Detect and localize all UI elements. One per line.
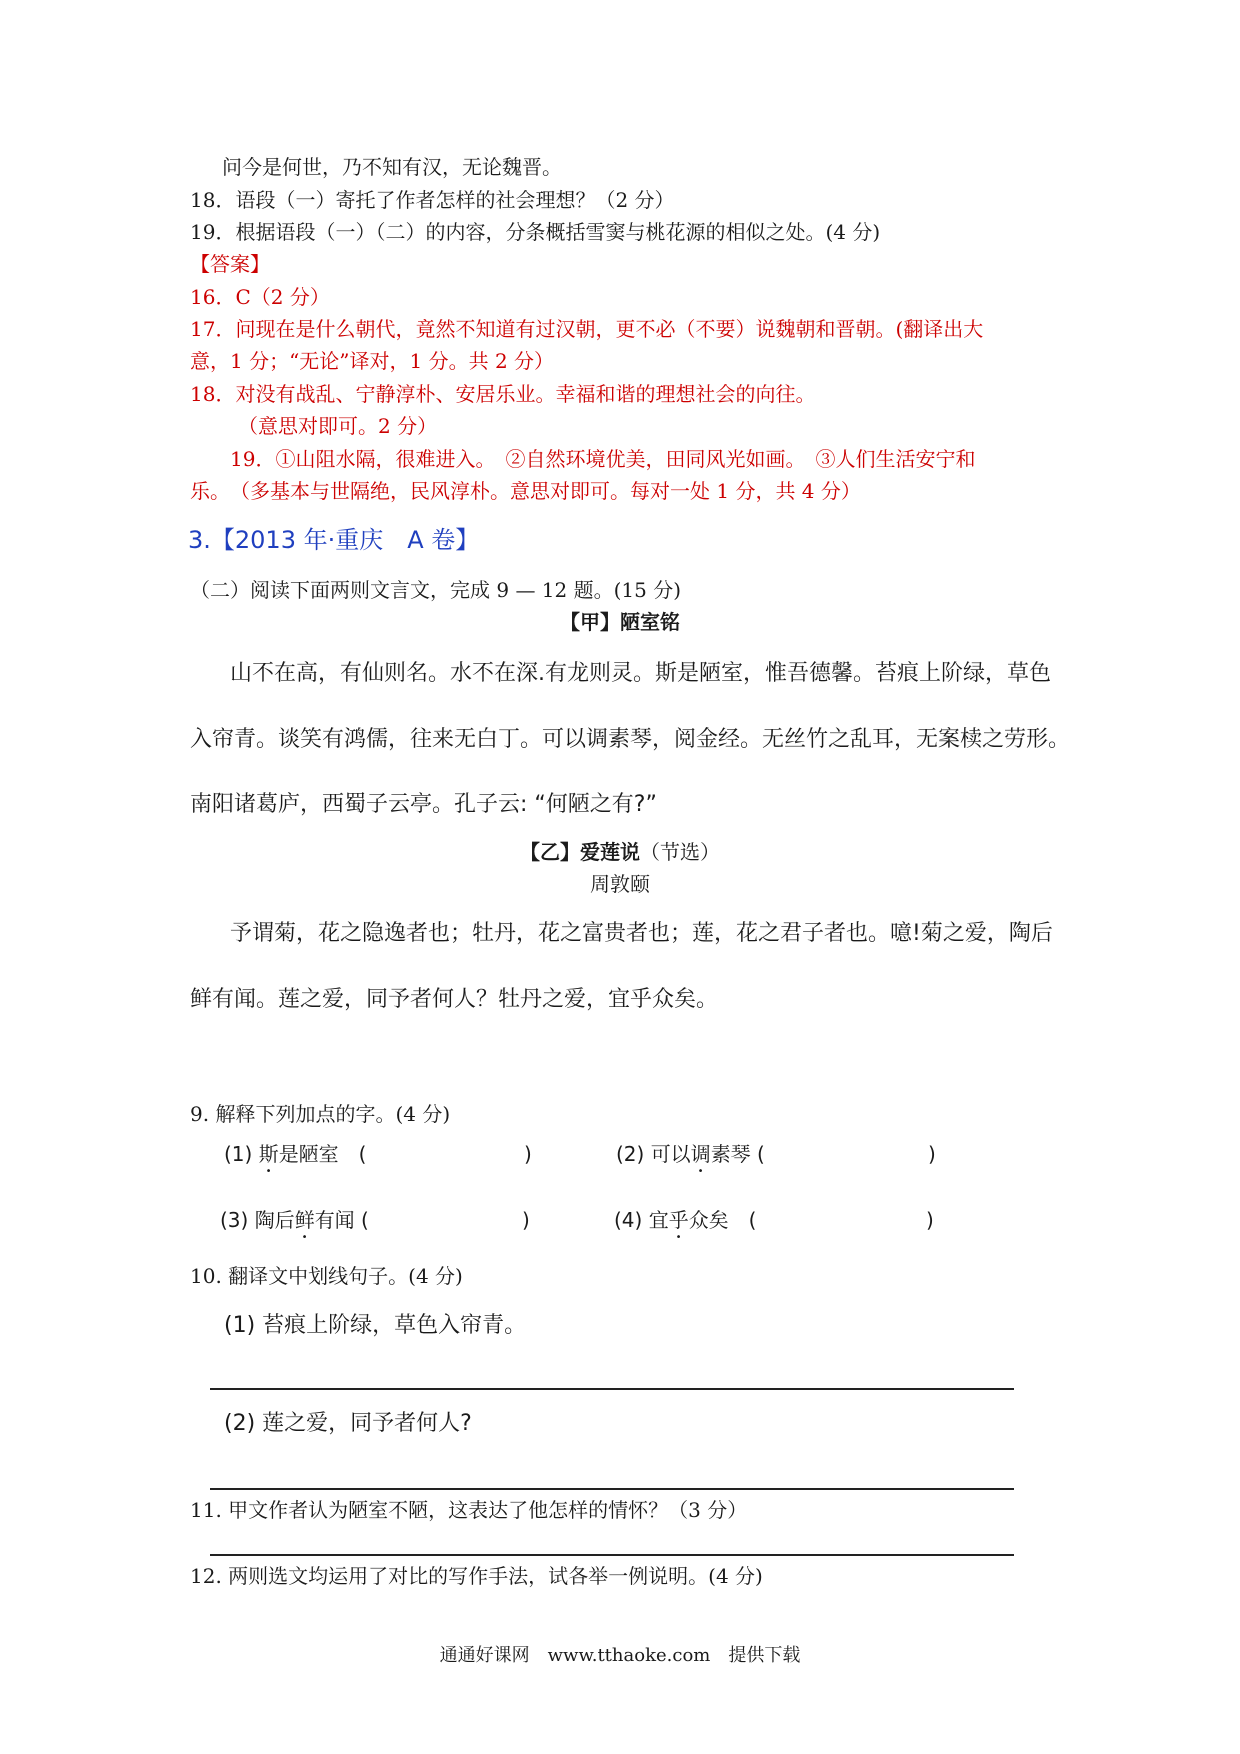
q9-item-2-dotted-char: 调	[690, 1142, 711, 1166]
q9-item-2-close: )	[928, 1142, 936, 1166]
yi-paragraph-line2: 鲜有闻。莲之爱，同予者何人？牡丹之爱，宜乎众矣。	[190, 987, 719, 1012]
question-19: 19．根据语段（一）（二）的内容，分条概括雪窦与桃花源的相似之处。(4 分)	[190, 220, 881, 244]
answer-label: 【答案】	[190, 252, 270, 276]
answer-16: 16．C（2 分）	[190, 285, 330, 309]
q9-item-1	[224, 1140, 367, 1177]
q9-item-4-close: )	[926, 1208, 934, 1232]
q9-item-1-dotted-char: 斯	[258, 1142, 279, 1166]
answer-line-3	[210, 1554, 1014, 1556]
q9-item-4-text: 众矣 (	[688, 1208, 757, 1232]
question-18: 18．语段（一）寄托了作者怎样的社会理想？（2 分）	[190, 188, 675, 212]
answer-18-line2: （意思对即可。2 分）	[238, 414, 438, 438]
page-footer: 通通好课网 www.tthaoke.com 提供下载	[439, 1645, 801, 1666]
q9-item-3-close: )	[522, 1208, 530, 1232]
jia-paragraph-line3: 南阳诸葛庐，西蜀子云亭。孔子云: “何陋之有?”	[190, 792, 657, 817]
yi-paragraph-line1: 予谓菊，花之隐逸者也；牡丹，花之富贵者也；莲，花之君子者也。噫!菊之爱，陶后	[230, 921, 1053, 946]
question-11: 11. 甲文作者认为陋室不陋，这表达了他怎样的情怀？（3 分）	[190, 1498, 748, 1522]
q9-item-4-dotted-char: 乎	[668, 1208, 689, 1232]
answer-19-line1: 19．①山阻水隔，很难进入。 ②自然环境优美，田同风光如画。 ③人们生活安宁和	[230, 447, 976, 471]
question-9: 9. 解释下列加点的字。(4 分)	[190, 1102, 451, 1126]
jia-paragraph-line1: 山不在高，有仙则名。水不在深.有龙则灵。斯是陋室，惟吾德馨。苔痕上阶绿，草色	[230, 661, 1051, 686]
question-10: 10. 翻译文中划线句子。(4 分)	[190, 1264, 463, 1288]
section-intro: （二）阅读下面两则文言文，完成 9 — 12 题。(15 分)	[190, 578, 682, 602]
jia-title: 【甲】陋室铭	[560, 610, 680, 634]
q9-item-2	[616, 1140, 765, 1177]
section-heading: 3.【2013 年·重庆 A 卷】	[188, 526, 480, 554]
q9-item-4-prefix: (4) 宜	[614, 1208, 669, 1232]
question-12: 12. 两则选文均运用了对比的写作手法，试各举一例说明。(4 分)	[190, 1564, 763, 1588]
q10-item-2: (2) 莲之爱，同予者何人?	[224, 1411, 472, 1436]
q9-item-3-dotted-char: 鲜	[294, 1208, 315, 1232]
q9-item-4	[614, 1206, 757, 1243]
jia-paragraph-line2: 入帘青。谈笑有鸿儒，往来无白丁。可以调素琴，阅金经。无丝竹之乱耳，无案椟之劳形。	[190, 727, 1071, 752]
q9-item-2-prefix: (2) 可以	[616, 1142, 691, 1166]
answer-19-line2: 乐。 （多基本与世隔绝，民风淳朴。意思对即可。每对一处 1 分，共 4 分）	[190, 479, 861, 503]
q9-item-3-text: 有闻 (	[314, 1208, 369, 1232]
q9-item-1-text: 是陋室 (	[278, 1142, 367, 1166]
q9-item-1-close: )	[524, 1142, 532, 1166]
q9-item-3	[220, 1206, 369, 1243]
yi-title-main: 【乙】爱莲说	[520, 840, 640, 864]
q9-item-1-prefix: (1)	[224, 1142, 259, 1166]
answer-line-2	[210, 1488, 1014, 1490]
answer-18-line1: 18．对没有战乱、宁静淳朴、安居乐业。幸福和谐的理想社会的向往。	[190, 382, 816, 406]
answer-17-line2: 意，1 分；“无论”译对，1 分。共 2 分）	[190, 349, 555, 373]
yi-title-note: （节选）	[640, 840, 720, 864]
answer-17-line1: 17．问现在是什么朝代，竟然不知道有过汉朝，更不必（不要）说魏朝和晋朝。(翻译出大	[190, 317, 984, 341]
answer-line-1	[210, 1388, 1014, 1390]
yi-title	[0, 838, 1240, 866]
q10-item-1: (1) 苔痕上阶绿，草色入帘青。	[224, 1313, 527, 1338]
yi-author: 周敦颐	[590, 872, 650, 896]
q9-item-2-text: 素琴 (	[710, 1142, 765, 1166]
q9-item-3-prefix: (3) 陶后	[220, 1208, 295, 1232]
passage-continuation: 问今是何世，乃不知有汉，无论魏晋。	[222, 155, 562, 179]
